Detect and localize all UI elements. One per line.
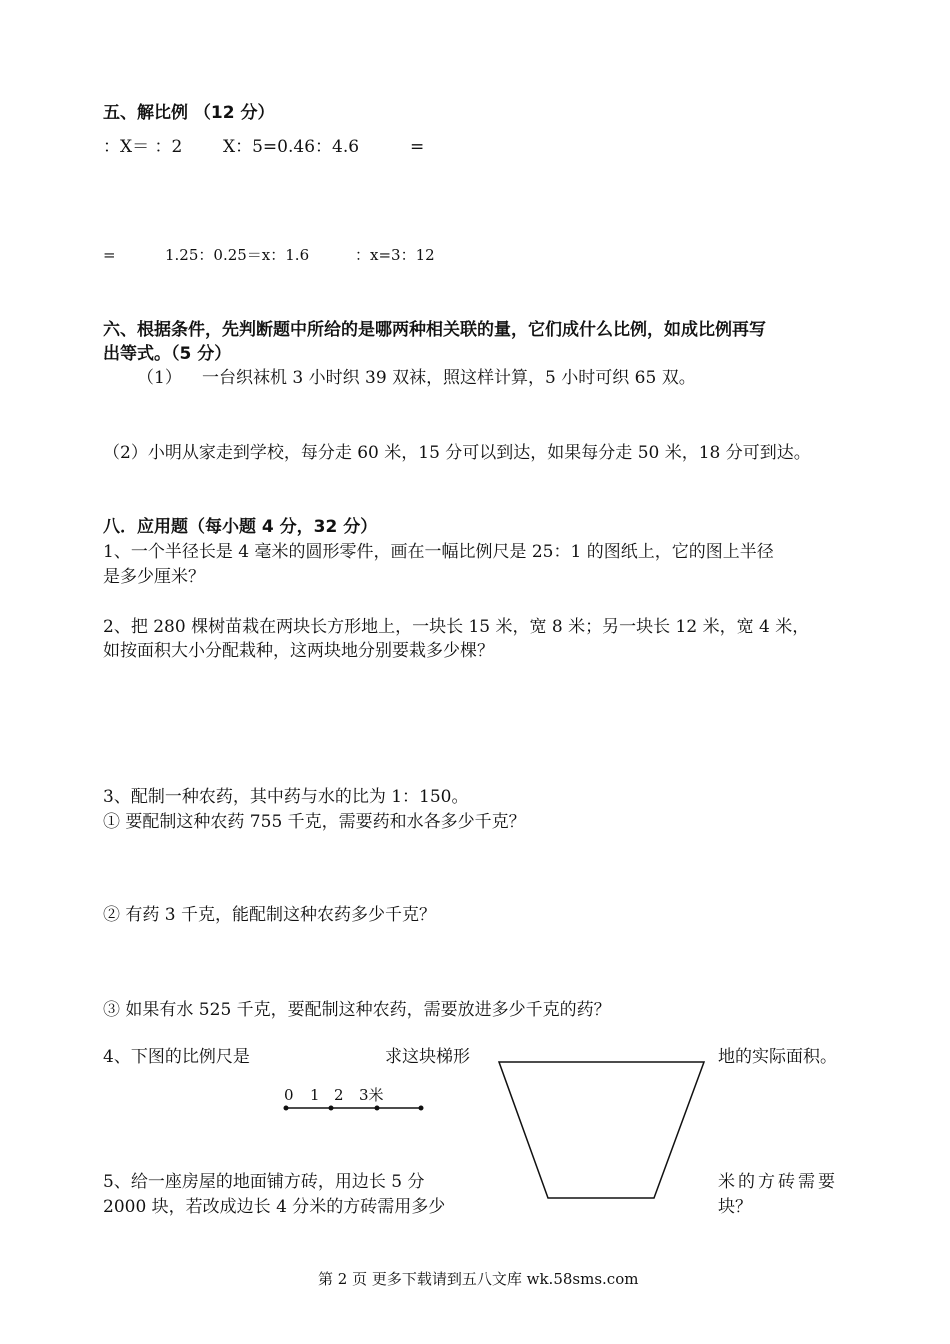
proportion-3: = (410, 137, 425, 157)
scale-label-0: 0 (284, 1086, 294, 1104)
scale-label-3: 3米 (359, 1086, 384, 1104)
section5-title: 五、解比例 （12 分） (103, 103, 275, 123)
q3-sub2: ② 有药 3 千克，能配制这种农药多少千克？ (103, 905, 437, 925)
q2-line1: 2、把 280 棵树苗栽在两块长方形地上，一块长 15 米，宽 8 米；另一块长 12 米，宽 4 米， (103, 617, 810, 637)
q4-text-part3: 地的实际面积。 (718, 1047, 837, 1067)
q1-line2: 是多少厘米？ (103, 567, 205, 587)
proportion-5: 1.25：0.25＝x：1.6 (165, 246, 310, 264)
proportion-1: ：X＝ ：2 (103, 137, 183, 157)
proportion-4: = (103, 246, 116, 264)
q3-line1: 3、配制一种农药，其中药与水的比为 1：150。 (103, 787, 469, 807)
page-footer: 第 2 页 更多下载请到五八文库 wk.58sms.com (318, 1270, 639, 1288)
scale-tick (419, 1106, 424, 1111)
q5-text-part2: 米的方砖需要 (718, 1172, 838, 1192)
q3-sub3: ③ 如果有水 525 千克，要配制这种农药，需要放进多少千克的药？ (103, 1000, 611, 1020)
section6-q2-text: （2）小明从家走到学校，每分走 60 米，15 分可以到达，如果每分走 50 米，18 分可到达。 (103, 443, 811, 463)
scale-tick (284, 1106, 289, 1111)
scale-label-2: 2 (334, 1086, 344, 1104)
scale-tick (375, 1106, 380, 1111)
scale-bar (284, 1106, 424, 1111)
section6-q1-number: （1） (137, 368, 182, 388)
q2-line2: 如按面积大小分配栽种，这两块地分别要栽多少棵？ (103, 641, 494, 661)
trapezoid-shape (499, 1062, 704, 1198)
q1-line1: 1、一个半径长是 4 毫米的圆形零件，画在一幅比例尺是 25：1 的图纸上，它的图上半径 (103, 542, 774, 562)
scale-label-1: 1 (310, 1086, 320, 1104)
q3-sub1: ① 要配制这种农药 755 千克，需要药和水各多少千克？ (103, 812, 526, 832)
q5-text-part3: 2000 块，若改成边长 4 分米的方砖需用多少 (103, 1197, 446, 1217)
scale-tick (329, 1106, 334, 1111)
q4-text-part1: 4、下图的比例尺是 (103, 1047, 250, 1067)
section6-title-line1: 六、根据条件，先判断题中所给的是哪两种相关联的量，它们成什么比例，如成比例再写 (103, 320, 766, 340)
q5-text-part4: 块？ (718, 1197, 752, 1217)
q4-text-part2: 求这块梯形 (385, 1047, 470, 1067)
proportion-2: X：5=0.46：4.6 (223, 137, 360, 157)
section6-title-line2: 出等式。（5 分） (103, 344, 232, 364)
section6-q1-text: 一台织袜机 3 小时织 39 双袜，照这样计算，5 小时可织 65 双。 (202, 368, 696, 388)
proportion-6: ：x=3：12 (355, 246, 435, 264)
q5-text-part1: 5、给一座房屋的地面铺方砖，用边长 5 分 (103, 1172, 425, 1192)
section8-title: 八．应用题（每小题 4 分，32 分） (103, 517, 378, 537)
